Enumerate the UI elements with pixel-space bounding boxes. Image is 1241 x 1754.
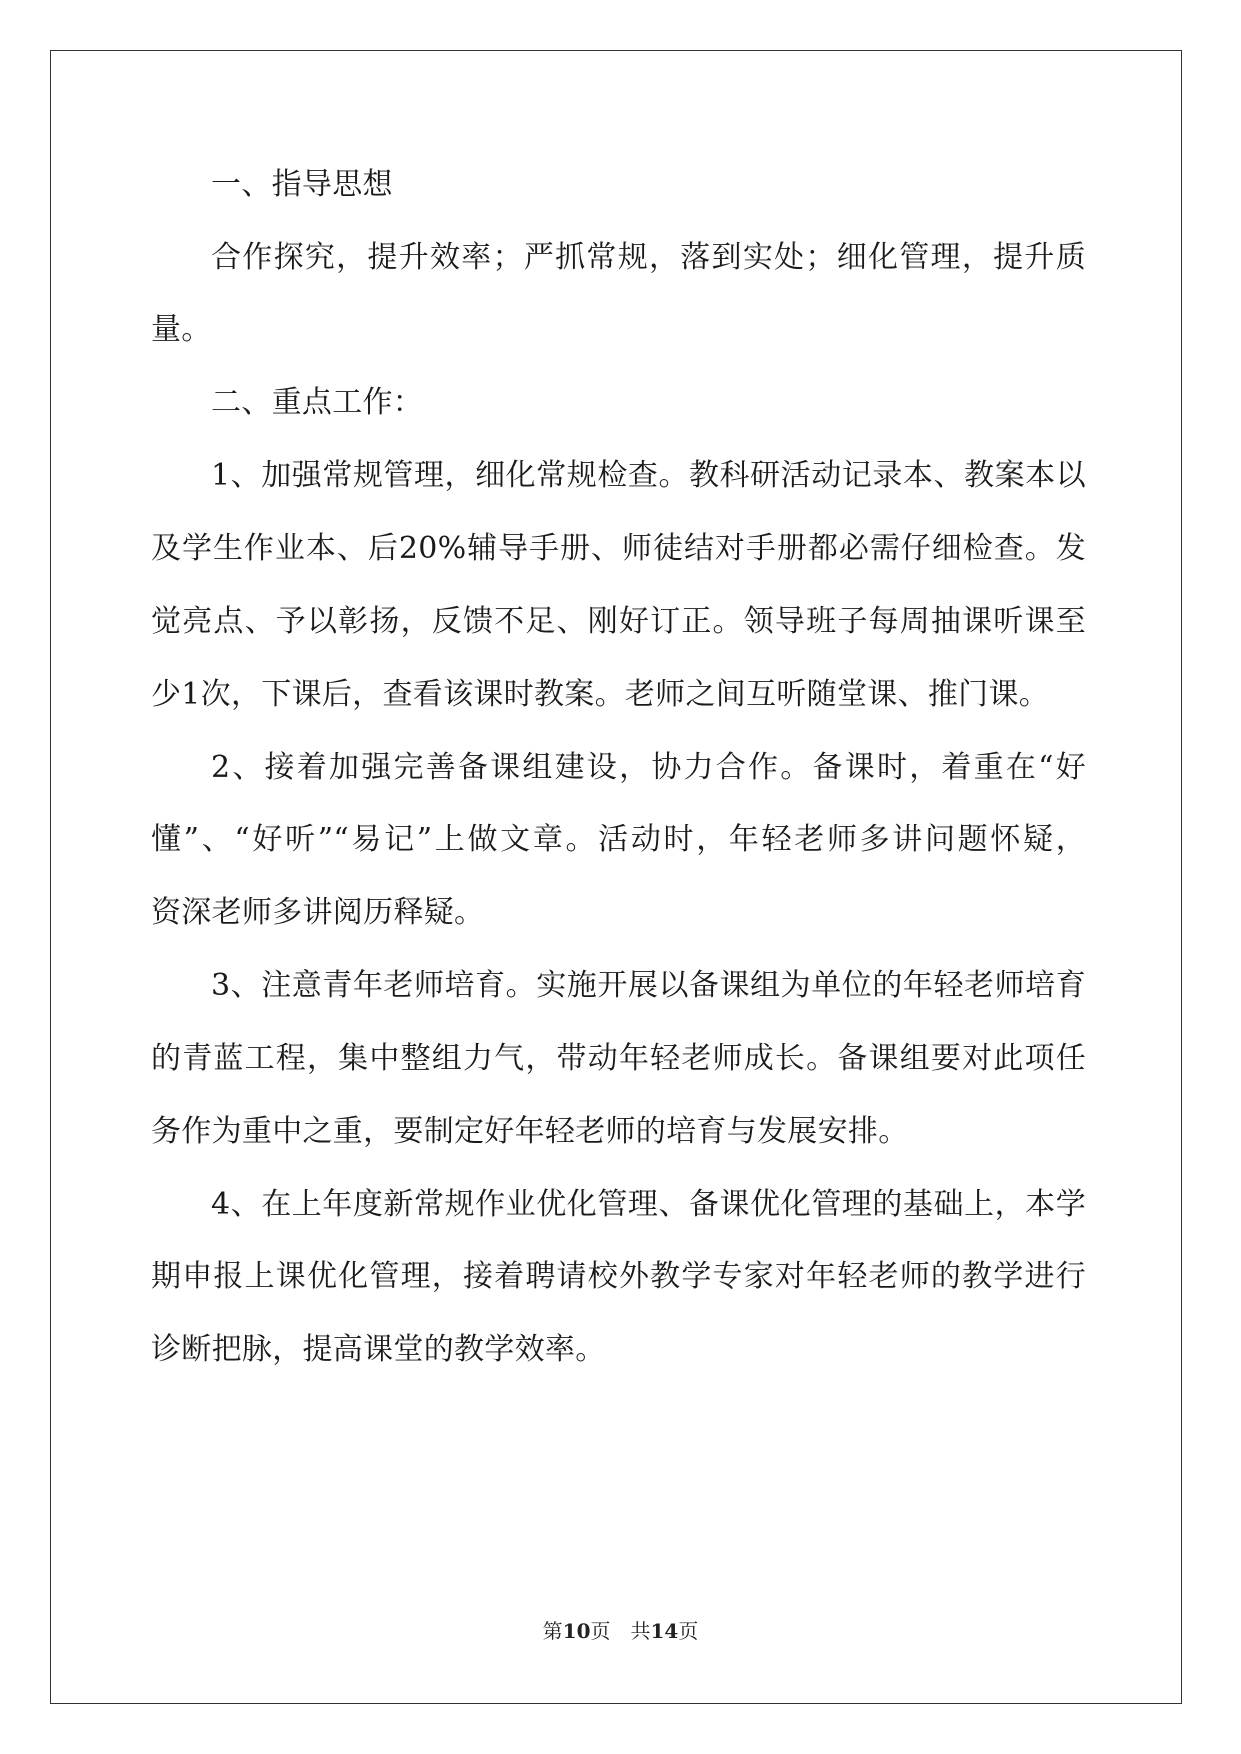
- paragraph-line: 期申报上课优化管理，接着聘请校外教学专家对年轻老师的教学进行: [151, 1259, 1086, 1294]
- paragraph-line: 务作为重中之重，要制定好年轻老师的培育与发展安排。: [151, 1114, 909, 1149]
- paragraph-line: 的青蓝工程，集中整组力气，带动年轻老师成长。备课组要对此项任: [151, 1041, 1086, 1076]
- paragraph-line: 资深老师多讲阅历释疑。: [151, 895, 485, 930]
- paragraph-line: 诊断把脉，提高课堂的教学效率。: [151, 1332, 606, 1367]
- paragraph-line: 懂”、“好听”“易记”上做文章。活动时，年轻老师多讲问题怀疑，: [151, 822, 1086, 857]
- paragraph-line: 3、注意青年老师培育。实施开展以备课组为单位的年轻老师培育: [211, 968, 1086, 1003]
- paragraph-line: 觉亮点、予以彰扬，反馈不足、刚好订正。领导班子每周抽课听课至: [151, 604, 1086, 639]
- page-footer: [0, 1618, 1241, 1644]
- heading-guiding-ideology: 一、指导思想: [211, 167, 393, 202]
- paragraph-line: 2、接着加强完善备课组建设，协力合作。备课时，着重在“好: [211, 750, 1086, 785]
- footer-mid: 页 共: [590, 1619, 651, 1643]
- paragraph-line: 少1次，下课后，查看该课时教案。老师之间互听随堂课、推门课。: [151, 677, 1050, 712]
- paragraph-line: 量。: [151, 312, 212, 347]
- paragraph-line: 合作探究，提升效率；严抓常规，落到实处；细化管理，提升质: [211, 240, 1086, 275]
- paragraph-line: 4、在上年度新常规作业优化管理、备课优化管理的基础上，本学: [211, 1187, 1086, 1222]
- page-border: [50, 50, 1182, 1704]
- paragraph-line: 1、加强常规管理，细化常规检查。教科研活动记录本、教案本以: [211, 458, 1086, 493]
- total-pages-number: 14: [650, 1619, 679, 1643]
- footer-suffix: 页: [678, 1619, 699, 1643]
- footer-prefix: 第: [542, 1619, 563, 1643]
- heading-key-work: 二、重点工作：: [211, 385, 424, 420]
- paragraph-line: 及学生作业本、后20%辅导手册、师徒结对手册都必需仔细检查。发: [151, 531, 1086, 566]
- current-page-number: 10: [562, 1619, 591, 1643]
